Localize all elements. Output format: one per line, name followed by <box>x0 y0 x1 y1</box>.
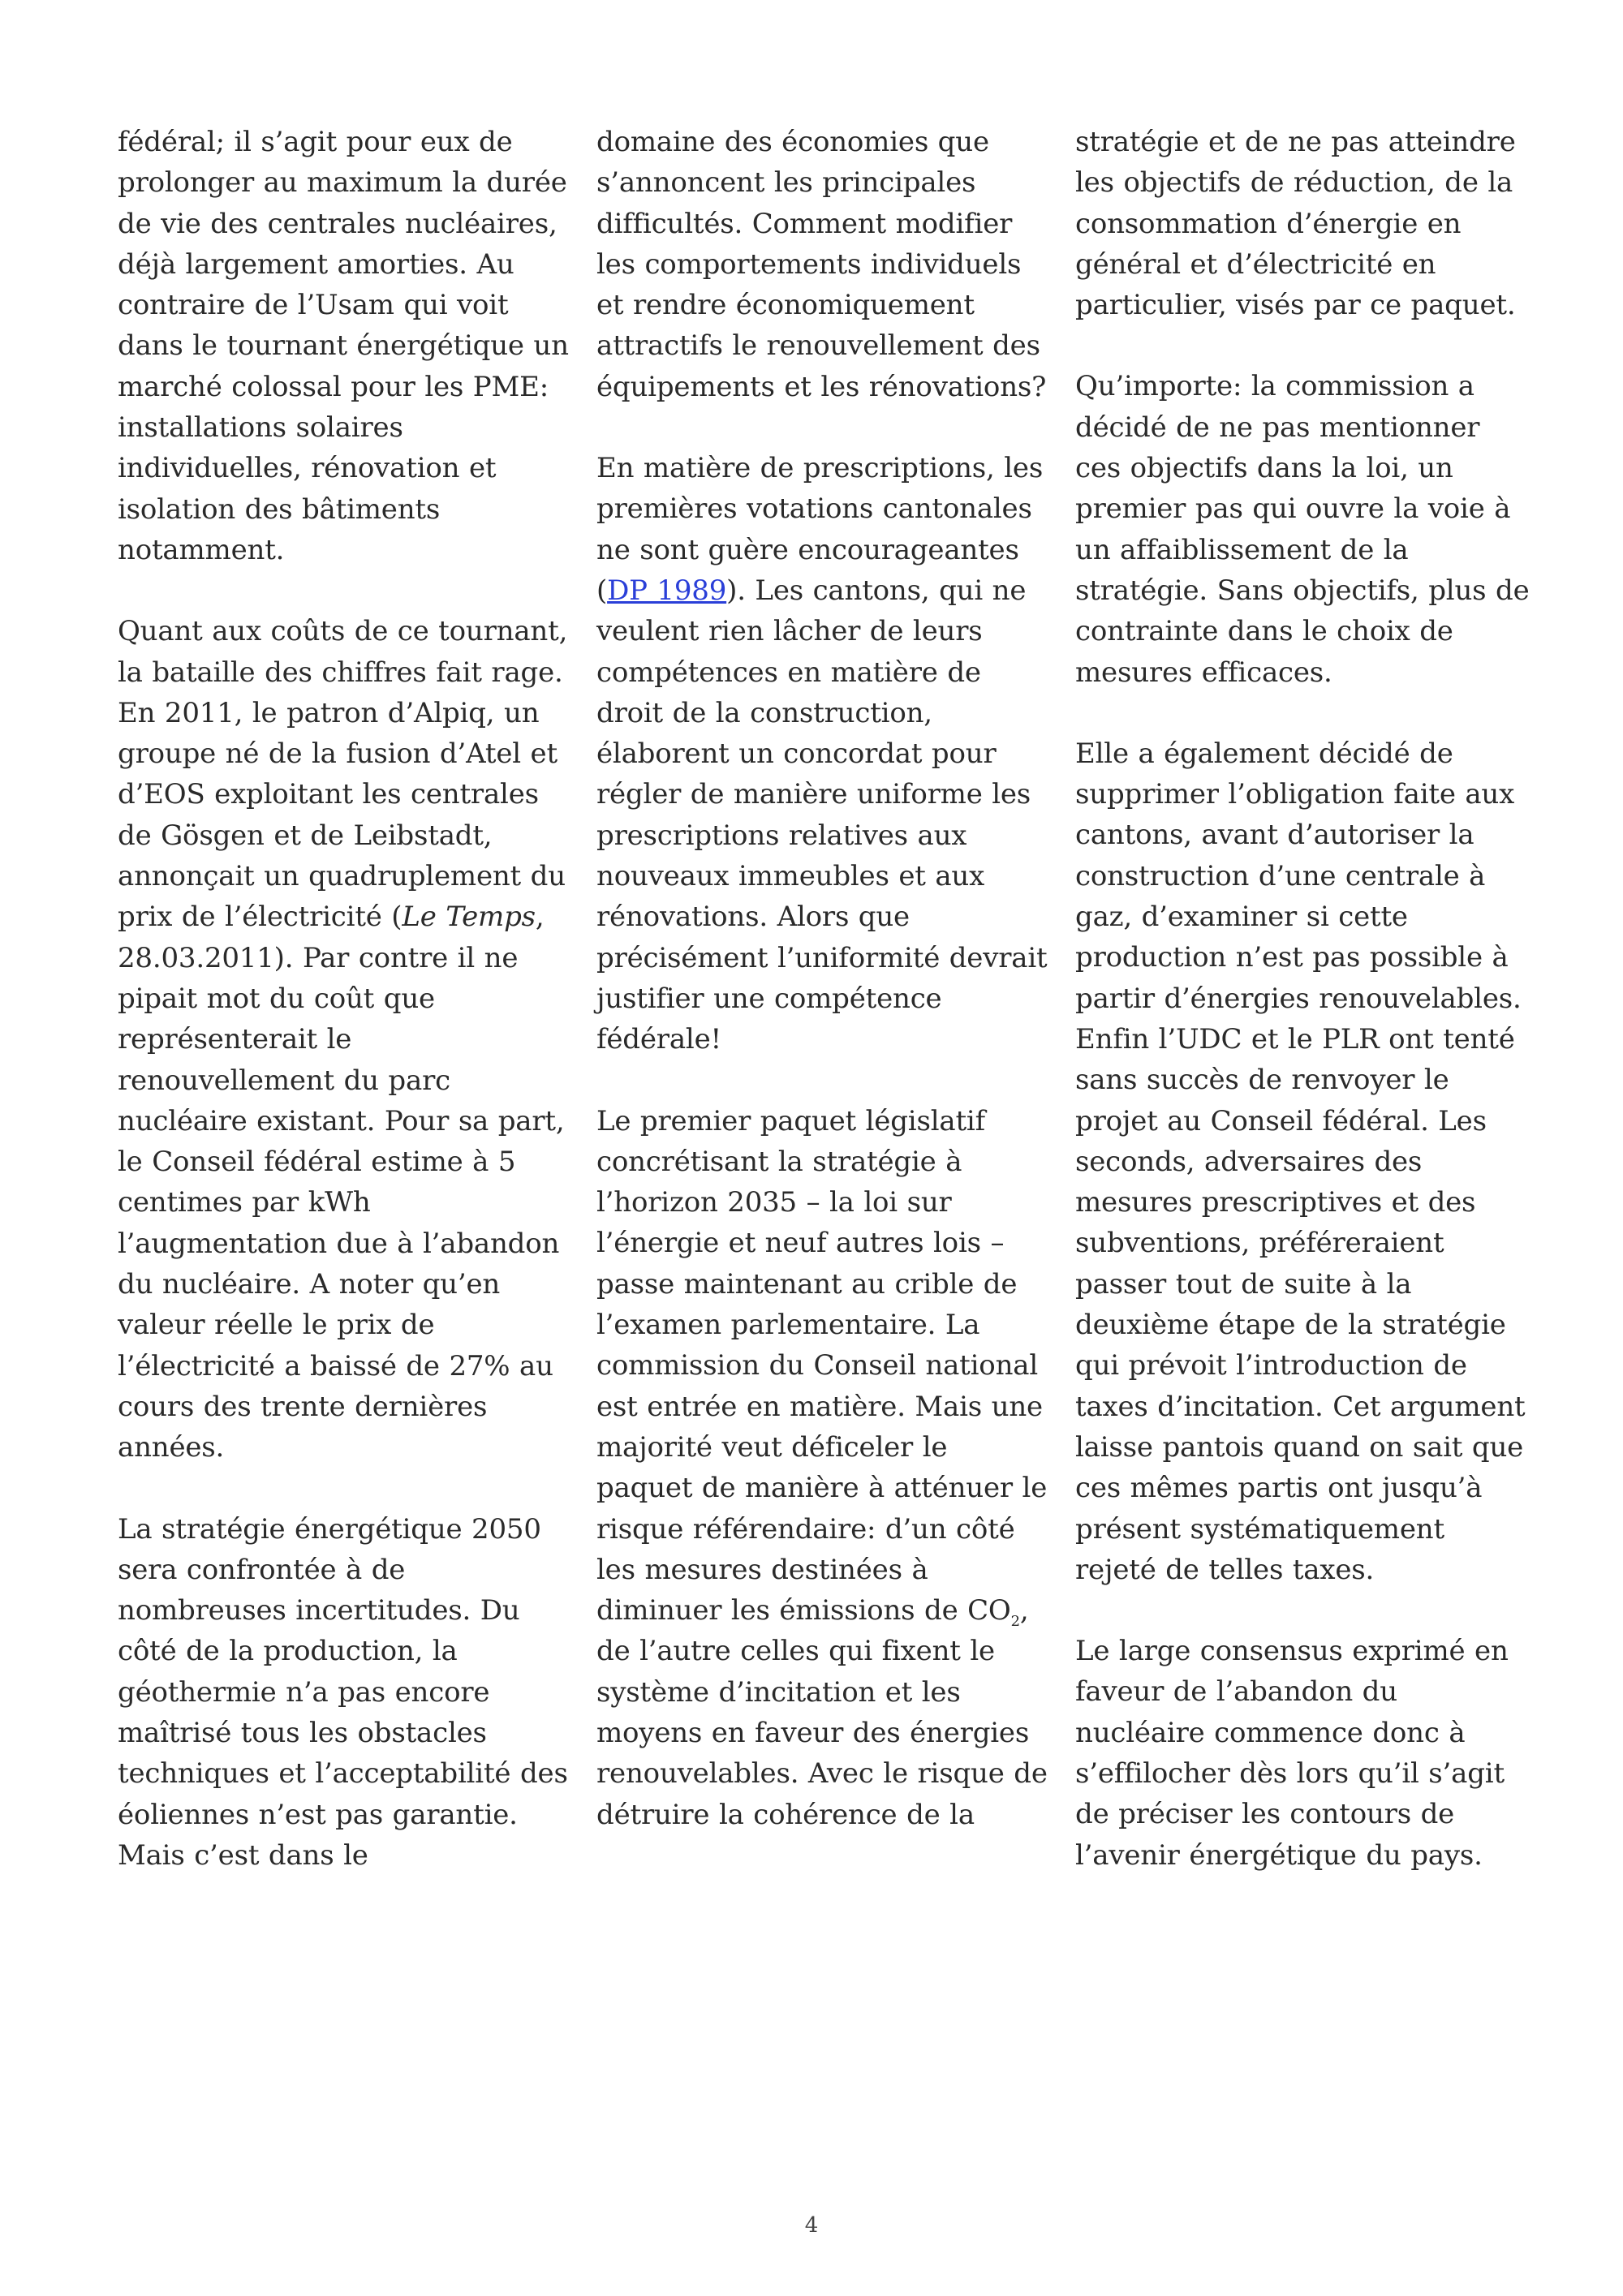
paragraph: Elle a également décidé de supprimer l’obligation faite aux cantons, avant d’autoriser la construction d’une centrale à gaz, d’examiner si cette production n’est pas possible à partir d’énergies renouvelables. Enfin l’UDC et le PLR ont tenté sans succès de renvoyer le projet au Conseil fédéral. Les seconds, adversaires des mesures prescriptives et des subventions, préféreraient passer tout de suite à la deuxième étape de la stratégie qui prévoit l’introduction de taxes d’incitation. Cet argument laisse pantois quand on sait que ces mêmes partis ont jusqu’à présent systématiquement rejeté de telles taxes. <box>1075 737 1526 1586</box>
dp-1989-link[interactable]: DP 1989 <box>607 574 727 607</box>
paragraph-text: , de l’autre celles qui fixent le système d’incitation et les moyens en faveur des énergies renouvelables. Avec le risque de détruire la cohérence de la <box>596 1594 1048 1831</box>
text-column-3[interactable] <box>1075 122 1530 1916</box>
paragraph-text: Quant aux coûts de ce tournant, la bataille des chiffres fait rage. En 2011, le patron d’Alpiq, un groupe né de la fusion d’Atel et d’EOS exploitant les centrales de Gösgen et de Leibstadt, annonçait un quadruplement du prix de l’électricité ( <box>118 615 568 934</box>
paragraph <box>118 611 572 1468</box>
paragraph <box>596 448 1051 1060</box>
paragraph-text: Le premier paquet législatif concrétisant la stratégie à l’horizon 2035 – la loi sur l’énergie et neuf autres lois – passe maintenant au crible de l’examen parlementaire. La commission du Conseil national est entrée en matière. Mais une majorité veut déficeler le paquet de manière à atténuer le risque référendaire: d’un côté les mesures destinées à diminuer les émissions de CO <box>596 1104 1048 1627</box>
text-column-2[interactable] <box>596 122 1051 1876</box>
paragraph: domaine des économies que s’annoncent les principales difficultés. Comment modifier les comportements individuels et rendre économiquement attractifs le renouvellement des équipements et les rénovations? <box>596 126 1047 403</box>
text-column-1[interactable] <box>118 122 572 1916</box>
paragraph: stratégie et de ne pas atteindre les objectifs de réduction, de la consommation d’énergie en général et d’électricité en particulier, visés par ce paquet. <box>1075 126 1516 322</box>
paragraph-text: En matière de prescriptions, les premières votations cantonales ne sont guère encourageantes ( <box>596 452 1044 607</box>
page-number: 4 <box>804 2213 819 2238</box>
paragraph: Qu’importe: la commission a décidé de ne pas mentionner ces objectifs dans la loi, un premier pas qui ouvre la voie à un affaiblissement de la stratégie. Sans objectifs, plus de contrainte dans le choix de mesures efficaces. <box>1075 370 1530 689</box>
paragraph-text: , 28.03.2011). Par contre il ne pipait mot du coût que représenterait le renouvellement du parc nucléaire existant. Pour sa part, le Conseil fédéral estime à 5 centimes par kWh l’augmentation due à l’abandon du nucléaire. A noter qu’en valeur réelle le prix de l’électricité a baissé de 27% au cours des trente dernières années. <box>118 901 565 1464</box>
paragraph <box>596 1101 1051 1835</box>
paragraph: La stratégie énergétique 2050 sera confrontée à de nombreuses incertitudes. Du côté de la production, la géothermie n’a pas encore maîtrisé tous les obstacles techniques et l’acceptabilité des éoliennes n’est pas garantie. Mais c’est dans le <box>118 1512 568 1872</box>
subscript: 2 <box>1010 1612 1020 1630</box>
source-title: Le Temps <box>402 901 536 934</box>
paragraph-text: ). Les cantons, qui ne veulent rien lâcher de leurs compétences en matière de droit de la construction, élaborent un concordat pour régler de manière uniforme les prescriptions relatives aux nouveaux immeubles et aux rénovations. Alors que précisément l’uniformité devrait justifier une compétence fédérale! <box>596 574 1048 1056</box>
paragraph: fédéral; il s’agit pour eux de prolonger au maximum la durée de vie des centrales nucléaires, déjà largement amorties. Au contraire de l’Usam qui voit dans le tournant énergétique un marché colossal pour les PME: installations solaires individuelles, rénovation et isolation des bâtiments notamment. <box>118 126 569 566</box>
paragraph: Le large consensus exprimé en faveur de l’abandon du nucléaire commence donc à s’effilocher dès lors qu’il s’agit de préciser les contours de l’avenir énergétique du pays. <box>1075 1635 1509 1872</box>
